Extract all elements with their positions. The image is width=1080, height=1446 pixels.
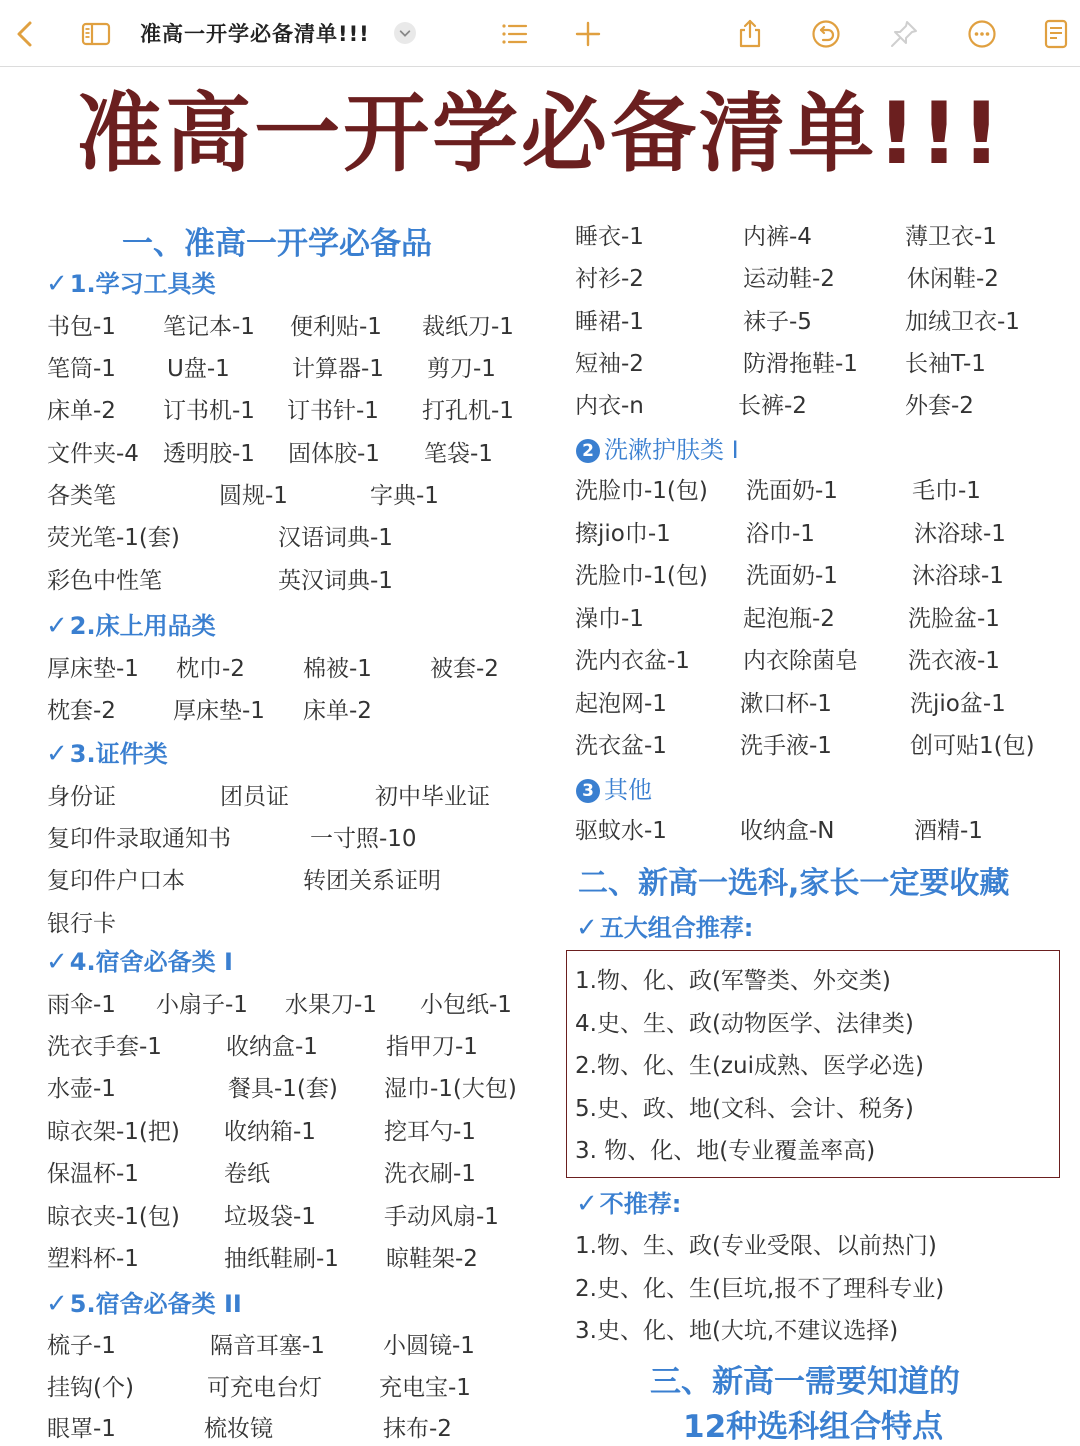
more-button[interactable] — [962, 14, 1002, 54]
list-item: 湿巾-1(大包) — [384, 1076, 517, 1102]
category-dorm-2-title: 5.宿舍必备类 II — [69, 1290, 242, 1318]
list-item: 薄卫衣-1 — [905, 224, 997, 250]
combo-item: 2.史、化、生(巨坑,报不了理科专业) — [575, 1276, 945, 1302]
document-title[interactable]: 准高一开学必备清单!!! — [140, 22, 370, 46]
back-icon — [10, 18, 42, 50]
list-item: 晾衣夹-1(包) — [47, 1204, 180, 1230]
list-item: 笔筒-1 — [47, 356, 116, 382]
list-item: 书包-1 — [47, 314, 116, 340]
more-icon — [966, 18, 998, 50]
list-item: 小圆镜-1 — [383, 1333, 475, 1359]
list-item: 剪刀-1 — [427, 356, 496, 382]
list-item: 文件夹-4 — [47, 441, 139, 467]
list-item: 初中毕业证 — [375, 784, 490, 810]
plus-icon — [572, 18, 604, 50]
list-item: 收纳盒-N — [740, 818, 835, 844]
list-item: 澡巾-1 — [575, 606, 644, 632]
list-item: 洗jio盆-1 — [910, 691, 1006, 717]
list-item: 沐浴球-1 — [912, 563, 1004, 589]
list-item: 转团关系证明 — [303, 868, 441, 894]
list-item: 卷纸 — [224, 1161, 270, 1187]
list-item: 起泡瓶-2 — [743, 606, 835, 632]
list-item: 字典-1 — [370, 483, 439, 509]
list-item: 内裤-4 — [743, 224, 812, 250]
list-item: 晾衣架-1(把) — [47, 1119, 180, 1145]
list-item: 各类笔 — [47, 483, 116, 509]
category-documents-title: 3.证件类 — [69, 740, 168, 768]
share-button[interactable] — [730, 14, 770, 54]
list-item: 打孔机-1 — [422, 398, 514, 424]
list-item: 订书机-1 — [163, 398, 255, 424]
markup-button[interactable] — [884, 14, 924, 54]
list-item: 一寸照-10 — [310, 826, 417, 852]
number-2-icon: 2 — [576, 439, 600, 463]
list-item: 计算器-1 — [292, 356, 384, 382]
category-study-tools — [46, 264, 216, 299]
check-icon: ✓ — [46, 269, 68, 299]
category-bedding — [46, 606, 216, 641]
check-icon: ✓ — [46, 611, 68, 641]
list-item: 袜子-5 — [743, 309, 812, 335]
chevron-down-icon — [398, 26, 412, 40]
category-dorm-2 — [46, 1284, 242, 1319]
title-menu-button[interactable] — [394, 22, 416, 44]
list-item: 外套-2 — [905, 393, 974, 419]
category-toiletries — [576, 430, 739, 465]
section-3-title-line2: 12种选科组合特点 — [683, 1409, 944, 1445]
list-item: 内衣-n — [575, 393, 644, 419]
list-item: 沐浴球-1 — [914, 521, 1006, 547]
category-documents — [46, 734, 168, 769]
list-item: 银行卡 — [47, 911, 116, 937]
category-others-title: 其他 — [604, 776, 652, 804]
list-item: 荧光笔-1(套) — [47, 525, 180, 551]
list-item: 小扇子-1 — [156, 992, 248, 1018]
combo-item: 3. 物、化、地(专业覆盖率高) — [575, 1138, 876, 1164]
list-item: 防滑拖鞋-1 — [743, 351, 858, 377]
list-item: 复印件户口本 — [47, 868, 185, 894]
check-icon: ✓ — [576, 913, 598, 943]
list-item: 运动鞋-2 — [743, 266, 835, 292]
list-item: 圆规-1 — [219, 483, 288, 509]
check-icon: ✓ — [46, 739, 68, 769]
toolbar — [0, 0, 1080, 67]
list-item: 充电宝-1 — [379, 1375, 471, 1401]
check-icon: ✓ — [576, 1189, 598, 1219]
combo-item: 1.物、化、政(军警类、外交类) — [575, 968, 891, 994]
list-item: 洗衣刷-1 — [384, 1161, 476, 1187]
list-item: 复印件录取通知书 — [47, 826, 231, 852]
list-item: 裁纸刀-1 — [422, 314, 514, 340]
list-item: 晾鞋架-2 — [386, 1246, 478, 1272]
combo-item: 2.物、化、生(zui成熟、医学必选) — [575, 1053, 924, 1079]
list-item: U盘-1 — [167, 356, 230, 382]
section-3-title-line1: 三、新高一需要知道的 — [650, 1364, 960, 1400]
not-recommend-title: 不推荐: — [599, 1190, 682, 1218]
combo-item: 5.史、政、地(文科、会计、税务) — [575, 1096, 914, 1122]
combo-item: 1.物、生、政(专业受限、以前热门) — [575, 1233, 937, 1259]
number-3-icon: 3 — [576, 779, 600, 803]
list-item: 枕套-2 — [47, 698, 116, 724]
list-item: 团员证 — [220, 784, 289, 810]
category-bedding-title: 2.床上用品类 — [69, 612, 216, 640]
list-item: 洗衣手套-1 — [47, 1034, 162, 1060]
list-item: 手动风扇-1 — [384, 1204, 499, 1230]
list-item: 床单-2 — [303, 698, 372, 724]
list-item: 梳子-1 — [47, 1333, 116, 1359]
section-1-title: 一、准高一开学必备品 — [122, 226, 432, 262]
list-item: 漱口杯-1 — [740, 691, 832, 717]
not-recommend-heading — [576, 1184, 681, 1219]
pin-icon — [888, 18, 920, 50]
list-item: 洗脸巾-1(包) — [575, 563, 708, 589]
list-item: 透明胶-1 — [163, 441, 255, 467]
list-item: 便利贴-1 — [290, 314, 382, 340]
list-item: 挖耳勺-1 — [384, 1119, 476, 1145]
list-item: 内衣除菌皂 — [743, 648, 858, 674]
list-item: 厚床垫-1 — [173, 698, 265, 724]
list-item: 抹布-2 — [383, 1416, 452, 1442]
list-item: 挂钩(个) — [47, 1375, 134, 1401]
list-item: 擦jio巾-1 — [575, 521, 671, 547]
list-item: 洗内衣盆-1 — [575, 648, 690, 674]
sidebar-icon — [80, 18, 112, 50]
list-item: 隔音耳塞-1 — [210, 1333, 325, 1359]
list-item: 衬衫-2 — [575, 266, 644, 292]
list-item: 床单-2 — [47, 398, 116, 424]
combo-item: 3.史、化、地(大坑,不建议选择) — [575, 1318, 899, 1344]
list-item: 长袖T-1 — [905, 351, 986, 377]
recommend-heading — [576, 908, 753, 943]
list-item: 洗衣液-1 — [908, 648, 1000, 674]
check-icon: ✓ — [46, 947, 68, 977]
list-item: 驱蚊水-1 — [575, 818, 667, 844]
list-icon — [498, 18, 530, 50]
list-item: 收纳箱-1 — [224, 1119, 316, 1145]
list-item: 洗脸盆-1 — [908, 606, 1000, 632]
category-others — [576, 770, 652, 805]
back-button[interactable] — [6, 14, 46, 54]
list-item: 餐具-1(套) — [228, 1076, 338, 1102]
section-2-title: 二、新高一选科,家长一定要收藏 — [578, 866, 1010, 901]
list-item: 休闲鞋-2 — [907, 266, 999, 292]
list-item: 睡衣-1 — [575, 224, 644, 250]
list-item: 水果刀-1 — [285, 992, 377, 1018]
share-icon — [734, 18, 766, 50]
category-study-tools-title: 1.学习工具类 — [69, 270, 216, 298]
category-dorm-1-title: 4.宿舍必备类 I — [69, 948, 233, 976]
check-icon: ✓ — [46, 1289, 68, 1319]
list-item: 塑料杯-1 — [47, 1246, 139, 1272]
sidebar-button[interactable] — [76, 14, 116, 54]
list-item: 水壶-1 — [47, 1076, 116, 1102]
list-item: 汉语词典-1 — [278, 525, 393, 551]
list-item: 小包纸-1 — [420, 992, 512, 1018]
list-item: 棉被-1 — [303, 656, 372, 682]
list-item: 可充电台灯 — [207, 1375, 322, 1401]
list-item: 起泡网-1 — [575, 691, 667, 717]
category-toiletries-title: 洗漱护肤类 I — [604, 436, 739, 464]
main-title: 准高一开学必备清单!!! — [76, 84, 1004, 184]
list-item: 加绒卫衣-1 — [905, 309, 1020, 335]
list-item: 酒精-1 — [914, 818, 983, 844]
list-item: 短袖-2 — [575, 351, 644, 377]
list-item: 身份证 — [47, 784, 116, 810]
list-item: 洗衣盆-1 — [575, 733, 667, 759]
list-item: 厚床垫-1 — [47, 656, 139, 682]
add-button[interactable] — [568, 14, 608, 54]
list-item: 长裤-2 — [738, 393, 807, 419]
list-item: 抽纸鞋刷-1 — [224, 1246, 339, 1272]
list-item: 指甲刀-1 — [386, 1034, 478, 1060]
list-item: 梳妆镜 — [204, 1416, 273, 1442]
list-item: 英汉词典-1 — [278, 568, 393, 594]
list-item: 洗面奶-1 — [746, 478, 838, 504]
new-note-button[interactable] — [1036, 14, 1076, 54]
list-item: 眼罩-1 — [47, 1416, 116, 1442]
list-item: 洗手液-1 — [740, 733, 832, 759]
list-item: 笔记本-1 — [163, 314, 255, 340]
list-item: 保温杯-1 — [47, 1161, 139, 1187]
list-item: 订书针-1 — [287, 398, 379, 424]
list-item: 收纳盒-1 — [226, 1034, 318, 1060]
notes-icon — [1040, 18, 1072, 50]
list-item: 睡裙-1 — [575, 309, 644, 335]
list-item: 浴巾-1 — [746, 521, 815, 547]
list-item: 雨伞-1 — [47, 992, 116, 1018]
list-item: 垃圾袋-1 — [224, 1204, 316, 1230]
list-format-button[interactable] — [494, 14, 534, 54]
list-item: 创可贴1(包) — [910, 733, 1035, 759]
list-item: 洗脸巾-1(包) — [575, 478, 708, 504]
list-item: 彩色中性笔 — [47, 568, 162, 594]
list-item: 洗面奶-1 — [746, 563, 838, 589]
list-item: 被套-2 — [430, 656, 499, 682]
undo-button[interactable] — [806, 14, 846, 54]
list-item: 毛巾-1 — [912, 478, 981, 504]
list-item: 固体胶-1 — [288, 441, 380, 467]
list-item: 笔袋-1 — [424, 441, 493, 467]
undo-icon — [810, 18, 842, 50]
list-item: 枕巾-2 — [176, 656, 245, 682]
category-dorm-1 — [46, 942, 233, 977]
combo-item: 4.史、生、政(动物医学、法律类) — [575, 1011, 914, 1037]
recommend-title: 五大组合推荐: — [599, 914, 754, 942]
